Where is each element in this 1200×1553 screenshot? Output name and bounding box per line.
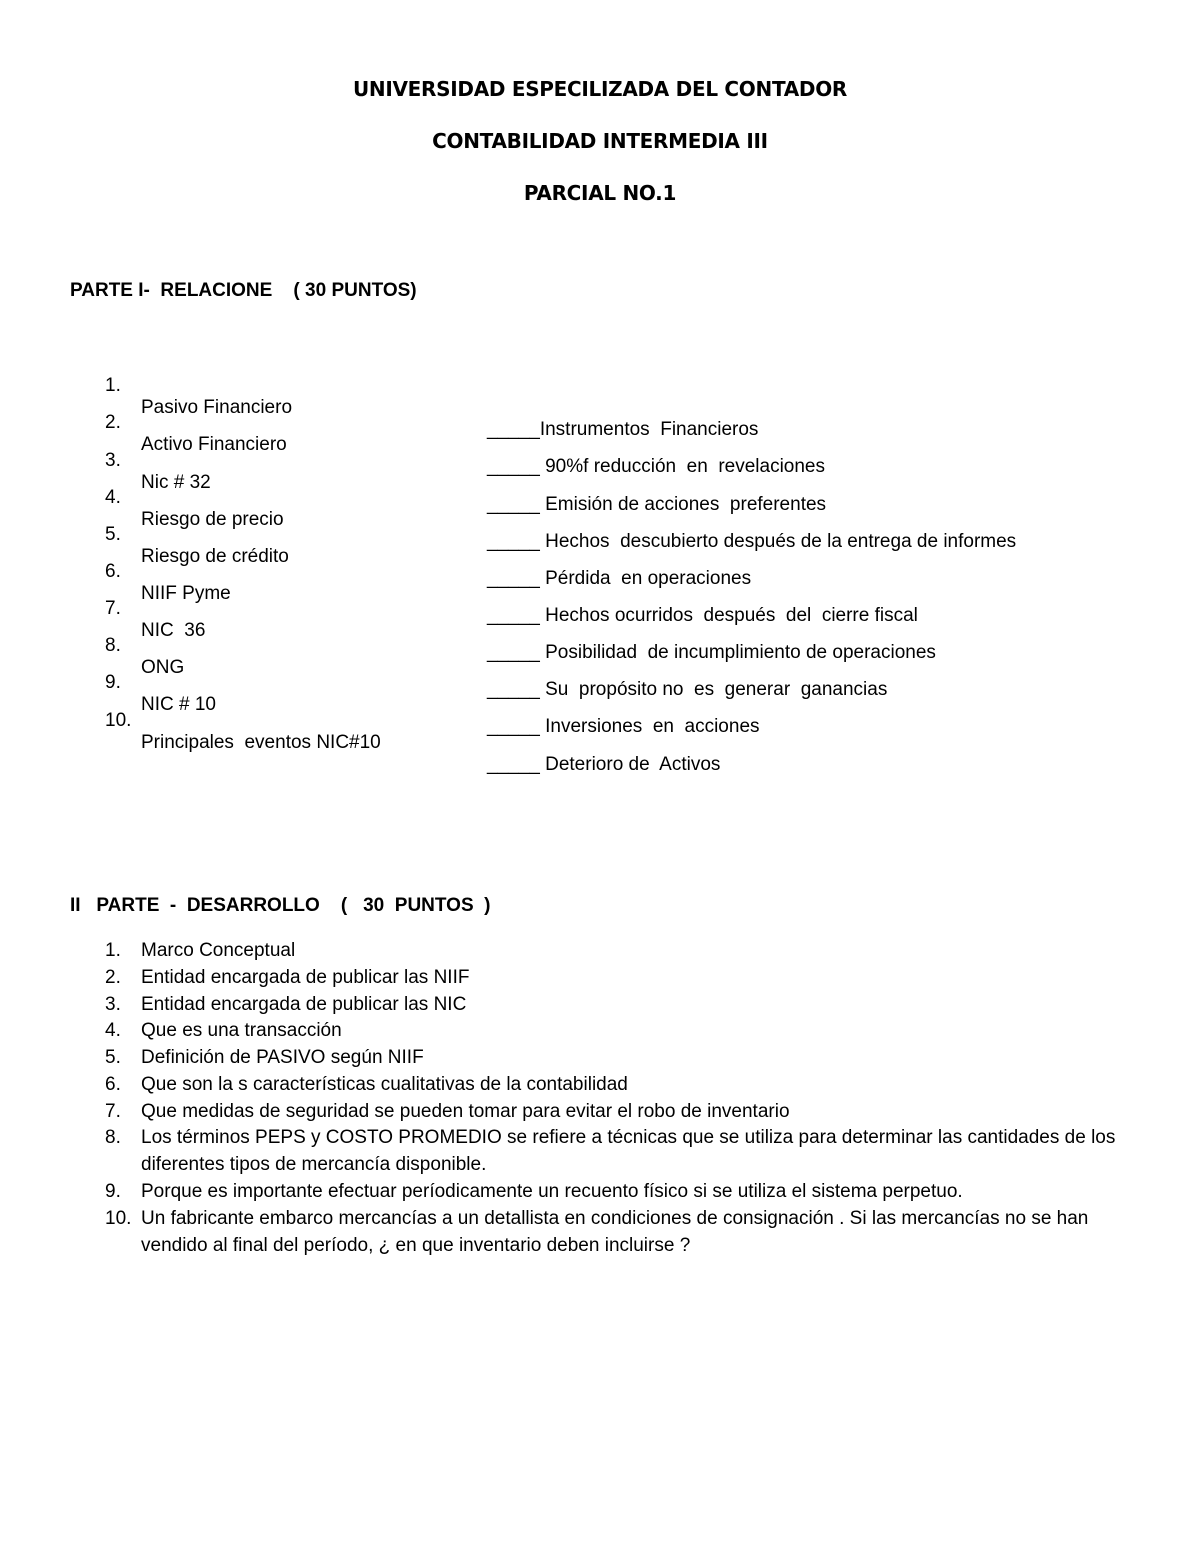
match-answer: _____ Inversiones en acciones [487,716,760,737]
part1-title: PARTE I- RELACIONE ( 30 PUNTOS) [70,280,417,301]
item-number: 8. [105,1127,121,1148]
match-answer: _____ Emisión de acciones preferentes [487,494,827,515]
question-text: Entidad encargada de publicar las NIC [141,994,467,1015]
match-term: Riesgo de precio [141,509,284,530]
item-number: 2. [105,967,121,988]
match-term: NIC # 10 [141,694,216,715]
question-text: Los términos PEPS y COSTO PROMEDIO se refiere a técnicas que se utiliza para determinar las cantidades de los diferentes tipos de mercancía disponible. [141,1127,1116,1175]
item-number: 4. [105,487,121,508]
question-text: Que medidas de seguridad se pueden tomar para evitar el robo de inventario [141,1101,790,1122]
match-term: NIIF Pyme [141,583,231,604]
match-term: Pasivo Financiero [141,397,293,418]
match-answer: _____Instrumentos Financieros [487,419,759,440]
match-row [0,353,1200,440]
question-text: Entidad encargada de publicar las NIIF [141,967,470,988]
match-answer: _____ Su propósito no es generar ganancias [487,679,888,700]
item-number: 10. [105,1208,132,1229]
item-number: 6. [105,1074,121,1095]
question-text: Un fabricante embarco mercancías a un detallista en condiciones de consignación . Si las mercancías no se han vendido al final del período, ¿ en que inventario deben incluirse ? [141,1208,1089,1256]
item-number: 1. [105,940,121,961]
item-number: 2. [105,412,121,433]
question-text: Definición de PASIVO según NIIF [141,1047,424,1068]
item-number: 1. [105,375,121,396]
item-number: 10. [105,710,132,731]
question-text: Que son la s características cualitativas de la contabilidad [141,1074,628,1095]
match-term: Nic # 32 [141,472,211,493]
match-term: ONG [141,657,185,678]
item-number: 8. [105,635,121,656]
part2-title: II PARTE - DESARROLLO ( 30 PUNTOS ) [70,895,491,916]
item-number: 7. [105,1101,121,1122]
item-number: 7. [105,598,121,619]
match-answer: _____ Deterioro de Activos [487,754,721,775]
question-text: Porque es importante efectuar períodicamente un recuento físico si se utiliza el sistema perpetuo. [141,1181,963,1202]
item-number: 5. [105,1047,121,1068]
exam-title: PARCIAL NO.1 [523,181,677,205]
match-answer: _____ Hechos ocurridos después del cierre fiscal [487,605,918,626]
match-answer: _____ Hechos descubierto después de la entrega de informes [487,531,1017,552]
item-number: 9. [105,672,121,693]
match-answer: _____ 90%f reducción en revelaciones [487,456,826,477]
item-number: 4. [105,1020,121,1041]
item-number: 3. [105,994,121,1015]
match-answer: _____ Posibilidad de incumplimiento de operaciones [487,642,936,663]
match-term: Riesgo de crédito [141,546,289,567]
item-number: 5. [105,524,121,545]
match-term: Principales eventos NIC#10 [141,732,381,753]
question-text: Que es una transacción [141,1020,342,1041]
item-number: 3. [105,450,121,471]
item-number: 9. [105,1181,121,1202]
question-text: Marco Conceptual [141,940,296,961]
match-term: NIC 36 [141,620,206,641]
university-name: UNIVERSIDAD ESPECILIZADA DEL CONTADOR [352,77,848,101]
match-answer: _____ Pérdida en operaciones [487,568,752,589]
match-term: Activo Financiero [141,434,287,455]
item-number: 6. [105,561,121,582]
course-name: CONTABILIDAD INTERMEDIA III [432,129,768,153]
